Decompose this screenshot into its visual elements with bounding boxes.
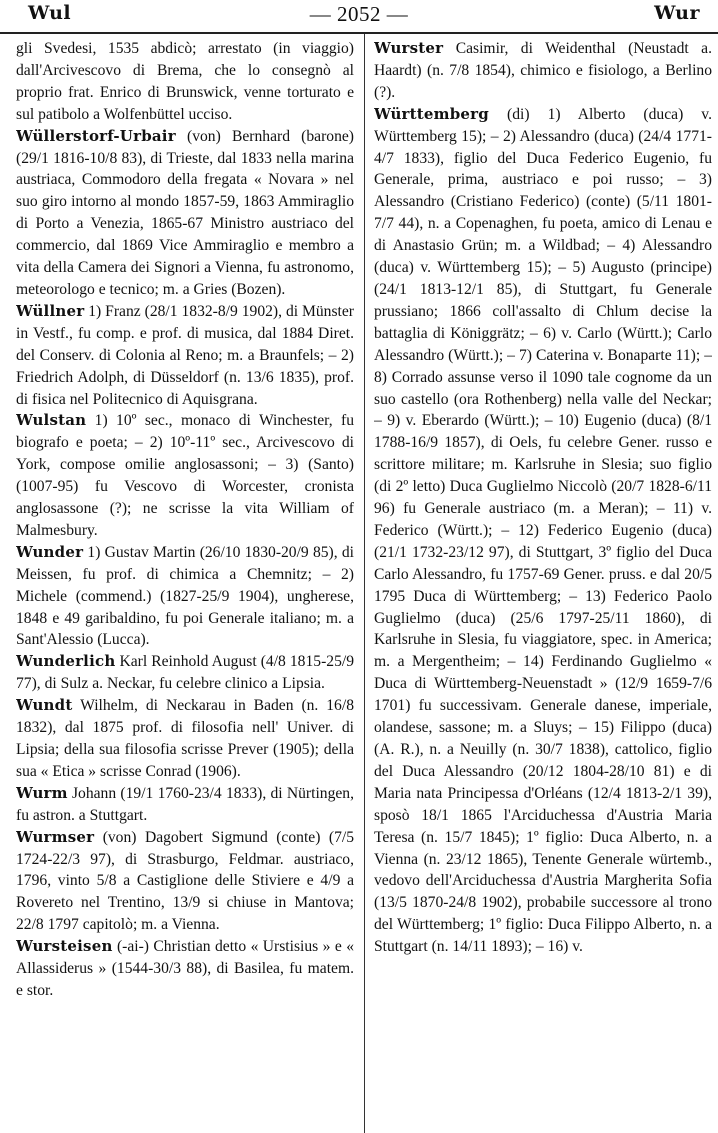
entry-headword: Wunder [16,542,84,561]
entry-headword: Wurmser [16,827,95,846]
dictionary-entry [16,936,354,1002]
dictionary-entry [16,38,354,126]
dictionary-entry [16,410,354,541]
entry-text: (-ai-) Christian detto « Urstisius » e « Allassiderus » (1544-30/3 88), di Basilea, fu matem. e stor. [16,938,354,999]
right-column [374,38,712,1128]
entry-headword: Wurster [374,39,444,57]
dictionary-entry [16,301,354,411]
column-divider [364,34,365,1133]
entry-text: Karl Reinhold August (4/8 1815-25/9 77), di Sulz a. Neckar, fu celebre clinico a Lipsia. [16,653,354,693]
running-head-left: Wul [28,2,72,24]
entry-text: 1) Gustav Martin (26/10 1830-20/9 85), di Meissen, fu prof. di chimica a Chemnitz; – 2) Michele (commend.) (1827-25/9 1904), ungherese, 1848 e 49 garibaldino, fu poi Generale italiano; m. a Sant'Alessio (Lucca). [16,543,354,649]
entry-headword: Wüllner [16,301,85,320]
entry-headword: Wüllerstorf-Urbair [16,126,176,145]
entry-text: (von) Bernhard (barone) (29/1 1816-10/8 83), di Trieste, dal 1833 nella marina austriaca, Commodoro della fregata « Novara » nel suo giro intorno al mondo 1857-59, 1863 Ammiraglio di Porto a Venezia, 1865-67 Ministro austriaco del commercio, dal 1869 Vice Ammiraglio e membro a vita della Camera dei Signori a Vienna, fu astronomo, meteorologo e tecnico; m. a Gries (Bozen). [16,127,354,298]
dictionary-entry [16,783,354,827]
dictionary-entry [16,651,354,695]
header-rule [0,32,718,34]
entry-text: gli Svedesi, 1535 abdicò; arrestato (in viaggio) dall'Arcivescovo di Brema, che lo consegnò al proprio frat. Enrico di Brunswick, venne torturato e sul patibolo a Wolfenbüttel ucciso. [16,40,354,123]
entry-text: Johann (19/1 1760-23/4 1833), di Nürtingen, fu astron. a Stuttgart. [16,784,354,824]
entry-headword: Wundt [16,696,73,715]
page-number: — 2052 — [309,2,409,26]
dictionary-entry [16,542,354,652]
entry-headword: Wurm [16,783,68,802]
left-column [16,38,354,1128]
entry-text: 1) Franz (28/1 1832-8/9 1902), di Münster in Vestf., fu comp. e prof. di musica, dal 1884 Diret. del Conserv. di Colonia al Reno; m. a Braunfels; – 2) Friedrich Adolph, di Düsseldorf (n. 13/6 1835), prof. di fisica nel Politecnico di Aquisgrana. [16,302,354,408]
page-header [0,0,718,38]
entry-headword: Württemberg [374,104,489,123]
entry-headword: Wulstan [16,411,87,430]
entry-text: (di) 1) Alberto (duca) v. Württemberg 15); – 2) Alessandro (duca) (24/4 1771-4/7 1833), figlio del Duca Federico Eugenio, fu Generale, prima, austriaco e poi russo; – 3) Alessandro (Cristiano Federico) (conte) (5/11 1801-7/7 44), n. a Copenaghen, fu poeta, amico di Lenau e di Anastasio Grün; m. a Wildbad; – 4) Alessandro (duca) v. Württemberg 15); – 5) Augusto (principe) (24/1 1813-12/1 85), di Stuttgart, fu Generale prussiano; 1866 coll'assalto di Chlum decise la battaglia di Königgrätz; – 6) v. Carlo (Württ.); Carlo Alessandro (Württ.); – 7) Caterina v. Bonaparte 11); – 8) Corrado assunse verso il 1090 tale cognome da un suo castello (ora Rothenberg) nella valle del Neckar; – 9) v. Eberardo (Württ.); – 10) Eugenio (duca) (8/1 1788-16/9 1857), di Oels, fu celebre Gener. russo e scrittore militare; m. Karlsruhe in Slesia; suo figlio (di 2º letto) Duca Guglielmo Niccolò (20/7 1828-6/11 96) fu Generale austriaco (m. a Meran); – 11) v. Federico (Württ.); – 12) Federico Eugenio (duca) (21/1 1732-23/12 97), di Stuttgart, 3º figlio del Duca Carlo Alessandro, fu 1757-69 Gener. pruss. e dal 20/5 1795 Duca di Württemberg; – 13) Federico Paolo Guglielmo (duca) (25/6 1797-25/11 1860), di Karlsruhe in Slesia, fu viaggiatore, spec. in America; m. a Mergentheim; – 14) Ferdinando Guglielmo « Duca di Württemberg-Neuenstadt » (12/9 1659-7/6 1701) fu successivam. Generale danese, imperiale, olandese, sassone; m. a Sluys; – 15) Filippo (duca) (A. R.), n. a Neuilly (n. 30/7 1838), cattolico, figlio del Duca Alessandro (20/12 1804-28/10 81) e di Maria nata Principessa d'Orléans (12/4 1813-2/1 39), sposò 18/1 1865 l'Arciduchessa d'Austria Maria Teresa (n. 15/7 1845); 1º figlio: Duca Alberto, n. a Vienna (n. 23/12 1865), Tenente Generale würtemb., vedovo dell'Arciduchessa d'Austria Margherita Sofia (13/5 1870-24/8 1902), probabile successore al trono del Württemberg; 1º figlio: Duca Filippo Alberto, n. a Stuttgart (n. 14/11 1893); – 16) v. [374,105,712,956]
entry-headword: Wursteisen [16,937,113,956]
running-head-right: Wur [654,2,700,24]
dictionary-entry [374,38,712,104]
entry-text: Casimir, di Weidenthal (Neustadt a. Haardt) (n. 7/8 1854), chimico e fisiologo, a Berlino (?). [374,40,712,101]
dictionary-entry [16,695,354,783]
entry-text: (von) Dagobert Sigmund (conte) (7/5 1724-22/3 97), di Strasburgo, Feldmar. austriaco, 1796, vinto 5/8 a Castiglione delle Stiviere e 4/9 a Rovereto nel Trentino, 13/9 si chiuse in Mantova; 22/8 1797 capitolò; m. a Vienna. [16,828,354,934]
entry-text: Wilhelm, di Neckarau in Baden (n. 16/8 1832), dal 1875 prof. di filosofia nell' Univer. di Lipsia; della sua filosofia scrisse Prever (1905); della sua « Etica » scrisse Conrad (1906). [16,697,354,780]
dictionary-entry [16,827,354,937]
entry-text: 1) 10º sec., monaco di Winchester, fu biografo e poeta; – 2) 10º-11º sec., Arcivescovo di York, compose omilie anglosassoni; – 3) (Santo) (1007-95) fu Vescovo di Worcester, cronista anglosassone (?); ne scrisse la vita William of Malmesbury. [16,412,354,539]
dictionary-entry [374,104,712,958]
dictionary-entry [16,126,354,301]
entry-headword: Wunderlich [16,652,116,671]
